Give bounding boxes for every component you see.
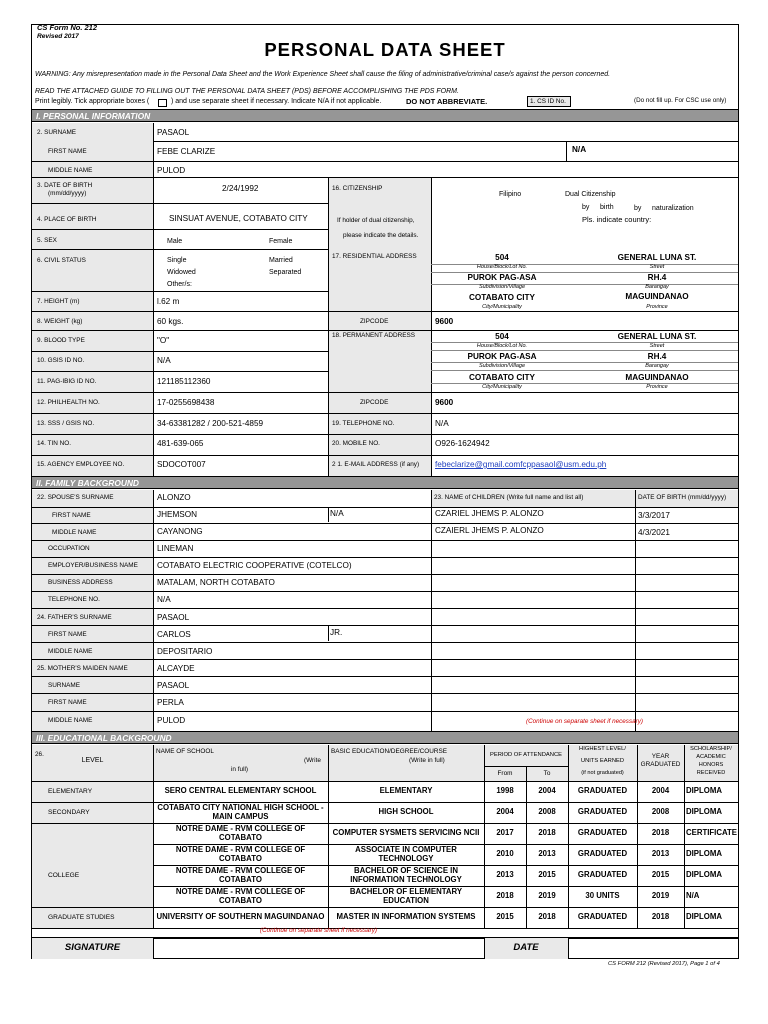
education-highest[interactable]: GRADUATED (577, 870, 628, 880)
header-school-b: (Write (304, 757, 321, 764)
caption-barangay: Barangay (645, 284, 669, 290)
education-course[interactable]: BACHELOR OF SCIENCE IN INFORMATION TECHNOLOGY (350, 866, 462, 884)
label-indicate-country: Pls. indicate country: (582, 215, 652, 224)
grid-line (328, 507, 329, 522)
header-school-c: in full) (231, 766, 249, 773)
grid-line (32, 540, 738, 541)
label-father-first-name: FIRST NAME (48, 631, 87, 638)
value-spouse-middle-name[interactable]: CAYANONG (157, 527, 203, 536)
grid-line (566, 141, 567, 161)
option-by-birth[interactable]: birth (600, 204, 614, 211)
label-first-name: FIRST NAME (48, 148, 87, 155)
header-highest-c: (if not graduated) (581, 770, 624, 776)
header-honors-b: ACADEMIC (696, 754, 726, 760)
label-residential-address: 17. RESIDENTIAL ADDRESS (332, 253, 417, 260)
education-honors[interactable]: DIPLOMA (686, 807, 722, 817)
label-res-zipcode: ZIPCODE (360, 318, 389, 325)
education-year[interactable]: 2015 (651, 870, 670, 880)
education-to[interactable]: 2004 (538, 786, 556, 796)
education-to[interactable]: 2015 (538, 870, 556, 880)
label-occupation: OCCUPATION (48, 545, 90, 552)
grid-line (32, 249, 328, 250)
value-perm-street[interactable]: GENERAL LUNA ST. (617, 332, 697, 341)
label-child-dob: DATE OF BIRTH (mm/dd/yyyy) (638, 494, 727, 501)
education-honors[interactable]: DIPLOMA (686, 912, 722, 922)
value-mother-first-name[interactable]: PERLA (157, 698, 184, 707)
print-instruction-a: Print legibly. Tick appropriate boxes ( (35, 98, 150, 105)
education-level: ELEMENTARY (48, 788, 93, 795)
option-married[interactable]: Married (269, 257, 293, 264)
education-level: GRADUATE STUDIES (48, 914, 115, 921)
grid-line (32, 523, 738, 524)
label-philhealth: 12. PHILHEALTH NO. (37, 399, 100, 406)
education-from[interactable]: 1998 (496, 786, 514, 796)
grid-line (328, 745, 329, 928)
education-year[interactable]: 2013 (651, 849, 670, 859)
label-spouse-first-name: FIRST NAME (52, 512, 91, 519)
section-educational-background: III. EDUCATIONAL BACKGROUND (32, 731, 738, 744)
label-dob: 3. DATE OF BIRTH (37, 182, 93, 189)
label-employer: EMPLOYER/BUSINESS NAME (48, 562, 138, 569)
education-course[interactable]: HIGH SCHOOL (378, 807, 434, 817)
label-dual-note-1: If holder of dual citizenship, (337, 217, 415, 224)
education-to[interactable]: 2018 (538, 912, 556, 922)
value-res-city[interactable]: COTABATO CITY (469, 293, 535, 302)
value-agency-no[interactable]: SDOCOT007 (157, 460, 206, 469)
education-to[interactable]: 2018 (538, 828, 556, 838)
header-period: PERIOD OF ATTENDANCE (489, 752, 563, 758)
grid-line (32, 330, 738, 331)
grid-line (32, 574, 738, 575)
value-height[interactable]: l.62 m (157, 297, 180, 306)
print-instruction-b: ) and use separate sheet if necessary. Indicate N/A if not applicable. (171, 98, 382, 105)
education-highest[interactable]: GRADUATED (577, 912, 628, 922)
education-school[interactable]: UNIVERSITY OF SOUTHERN MAGUINDANAO (156, 912, 325, 922)
label-father-surname: 24. FATHER'S SURNAME (37, 614, 112, 621)
grid-line (328, 177, 329, 476)
label-height: 7. HEIGHT (m) (37, 298, 80, 305)
grid-line (637, 745, 638, 928)
header-to: To (543, 770, 551, 777)
value-email[interactable]: febeclarize@gmail.comfcppasaol@usm.edu.ph (435, 460, 607, 469)
education-from[interactable]: 2015 (496, 912, 514, 922)
option-separated[interactable]: Separated (269, 269, 302, 276)
option-single[interactable]: Single (167, 257, 187, 264)
page-footer: CS FORM 212 (Revised 2017), Page 1 of 4 (608, 961, 720, 967)
label-gsis: 10. GSIS ID NO. (37, 357, 85, 364)
education-to[interactable]: 2019 (538, 891, 556, 901)
grid-line (32, 608, 738, 609)
page-title: PERSONAL DATA SHEET (264, 39, 506, 60)
guide-text: READ THE ATTACHED GUIDE TO FILLING OUT THE PERSONAL DATA SHEET (PDS) BEFORE ACCOMPLISHING THE PDS FORM. (35, 88, 459, 95)
grid-line (32, 711, 738, 712)
option-dual-citizenship[interactable]: Dual Citizenship (565, 191, 616, 198)
cs-id-note: (Do not fill up. For CSC use only) (634, 97, 727, 104)
label-mother-middle-name: MIDDLE NAME (48, 717, 93, 724)
caption-province: Province (646, 304, 668, 310)
option-by-naturalization[interactable]: naturalization (652, 205, 694, 212)
family-label-column (32, 490, 153, 732)
education-from[interactable]: 2004 (496, 807, 514, 817)
caption-city: City/Municipality (482, 304, 522, 310)
label-business-address: BUSINESS ADDRESS (48, 579, 113, 586)
value-sss[interactable]: 34-63381282 / 200-521-4859 (157, 419, 264, 428)
education-school[interactable]: SERO CENTRAL ELEMENTARY SCHOOL (164, 786, 317, 796)
grid-line (32, 351, 328, 352)
caption-barangay: Barangay (645, 363, 669, 369)
education-honors[interactable]: N/A (686, 891, 700, 901)
education-course[interactable]: MASTER IN INFORMATION SYSTEMS (336, 912, 476, 922)
label-father-middle-name: MIDDLE NAME (48, 648, 93, 655)
value-spouse-telephone[interactable]: N/A (157, 595, 171, 604)
value-weight[interactable]: 60 kgs. (157, 317, 184, 326)
option-male[interactable]: Male (167, 238, 183, 245)
grid-line (431, 350, 738, 351)
grid-line (431, 490, 432, 732)
education-school[interactable]: COTABATO CITY NATIONAL HIGH SCHOOL - MAIN CAMPUS (157, 803, 324, 821)
label-mother-maiden-name: 25. MOTHER'S MAIDEN NAME (37, 665, 128, 672)
grid-line (32, 693, 738, 694)
education-to[interactable]: 2008 (538, 807, 556, 817)
education-continue-note: (Continue on separate sheet if necessary) (260, 927, 377, 934)
value-res-house[interactable]: 504 (495, 253, 509, 262)
education-course[interactable]: BACHELOR OF ELEMENTARY EDUCATION (349, 887, 463, 905)
grid-line (32, 625, 738, 626)
education-from[interactable]: 2018 (496, 891, 514, 901)
label-sss: 13. SSS / GSIS NO. (37, 420, 95, 427)
education-to[interactable]: 2013 (538, 849, 556, 859)
grid-line (32, 676, 738, 677)
value-res-street[interactable]: GENERAL LUNA ST. (617, 253, 697, 262)
label-permanent-address: 18. PERMANENT ADDRESS (332, 332, 415, 339)
label-citizenship: 16. CITIZENSHIP (332, 185, 383, 192)
no-abbreviate: DO NOT ABBREVIATE. (406, 97, 488, 106)
caption-subdivision: Subdivision/Village (478, 363, 526, 369)
option-female[interactable]: Female (269, 238, 293, 245)
value-res-barangay[interactable]: RH.4 (647, 273, 667, 282)
value-pob[interactable]: SINSUAT AVENUE, COTABATO CITY (169, 214, 308, 223)
tick-box-sample (158, 99, 167, 107)
value-occupation[interactable]: LINEMAN (157, 544, 194, 553)
grid-line (32, 642, 738, 643)
grid-line (32, 311, 738, 312)
education-highest[interactable]: GRADUATED (577, 849, 628, 859)
header-from: From (497, 770, 513, 777)
grid-line (153, 490, 154, 732)
value-spouse-first-name[interactable]: JHEMSON (157, 510, 198, 519)
label-children: 23. NAME of CHILDREN (Write full name and list all) (434, 494, 584, 501)
value-blood-type[interactable]: "O" (157, 336, 170, 345)
education-level: SECONDARY (48, 809, 90, 816)
signature-field[interactable] (155, 939, 482, 958)
grid-line (153, 123, 154, 476)
education-course[interactable]: COMPUTER SYSMETS SERVICING NCII (332, 828, 480, 838)
header-honors-c: HONORS (698, 762, 724, 768)
caption-city: City/Municipality (482, 384, 522, 390)
grid-line (32, 177, 738, 178)
option-others[interactable]: Other/s: (167, 281, 192, 288)
form-revision: Revised 2017 (37, 33, 79, 40)
label-spouse-middle-name: MIDDLE NAME (52, 529, 97, 536)
label-dual-note-2: please indicate the details. (343, 232, 419, 239)
value-perm-house[interactable]: 504 (495, 332, 509, 341)
header-honors-a: SCHOLARSHIP/ (690, 746, 732, 752)
education-honors[interactable]: CERTIFICATE (686, 828, 737, 838)
education-year[interactable]: 2018 (651, 828, 670, 838)
children-continue-note: (Continue on separate sheet if necessary) (526, 718, 643, 725)
label-date: DATE (513, 942, 539, 953)
label-signature: SIGNATURE (64, 942, 121, 953)
grid-line (431, 177, 432, 476)
grid-line (32, 659, 738, 660)
education-highest[interactable]: GRADUATED (577, 828, 628, 838)
child-dob-1[interactable]: 3/3/2017 (638, 511, 670, 520)
education-school[interactable]: NOTRE DAME - RVM COLLEGE OF COTABATO (175, 887, 306, 905)
label-middle-name: MIDDLE NAME (48, 167, 93, 174)
option-widowed[interactable]: Widowed (167, 269, 196, 276)
education-school[interactable]: NOTRE DAME - RVM COLLEGE OF COTABATO (175, 824, 306, 842)
education-school[interactable]: NOTRE DAME - RVM COLLEGE OF COTABATO (175, 866, 306, 884)
value-surname[interactable]: PASAOL (157, 128, 190, 137)
caption-house: House/Block/Lot No. (476, 264, 528, 270)
value-perm-zipcode[interactable]: 9600 (435, 398, 454, 407)
grid-line (32, 371, 328, 372)
education-highest[interactable]: GRADUATED (577, 807, 628, 817)
value-dob[interactable]: 2/24/1992 (222, 184, 259, 193)
value-tin[interactable]: 481-639-065 (157, 439, 204, 448)
header-year-a: YEAR (651, 753, 670, 760)
label-blood-type: 9. BLOOD TYPE (37, 337, 85, 344)
child-dob-2[interactable]: 4/3/2021 (638, 528, 670, 537)
label-dob-format: (mm/dd/yyyy) (48, 190, 87, 197)
grid-line (32, 557, 738, 558)
label-civil-status: 6. CIVIL STATUS (37, 257, 86, 264)
grid-line (32, 291, 328, 292)
header-course-a: BASIC EDUCATION/DEGREE/COURSE (331, 748, 447, 755)
label-surname: 2. SURNAME (37, 129, 77, 136)
education-honors[interactable]: DIPLOMA (686, 870, 722, 880)
grid-line (32, 455, 738, 456)
value-name-extension[interactable]: N/A (572, 145, 587, 154)
education-year[interactable]: 2019 (651, 891, 670, 901)
education-honors[interactable]: DIPLOMA (686, 849, 722, 859)
education-from[interactable]: 2017 (496, 828, 514, 838)
grid-line (32, 507, 738, 508)
grid-line (431, 370, 738, 371)
option-by-nat-prefix: by (634, 205, 642, 212)
value-first-name[interactable]: FEBE CLARIZE (157, 147, 216, 156)
section-family-background: II. FAMILY BACKGROUND (32, 476, 738, 489)
label-item-26: 26. (35, 751, 44, 758)
form-number: CS Form No. 212 (37, 23, 98, 32)
value-gsis[interactable]: N/A (157, 356, 171, 365)
caption-subdivision: Subdivision/Village (478, 284, 526, 290)
value-mobile[interactable]: O926-1624942 (435, 439, 490, 448)
value-perm-city[interactable]: COTABATO CITY (469, 373, 535, 382)
value-pagibig[interactable]: 121185112360 (157, 377, 211, 386)
section-personal-information: I. PERSONAL INFORMATION (32, 109, 738, 122)
child-name-2[interactable]: CZAIERL JHEMS P. ALONZO (435, 526, 544, 535)
label-mother-first-name: FIRST NAME (48, 699, 87, 706)
label-sex: 5. SEX (37, 237, 57, 244)
value-perm-subdivision[interactable]: PUROK PAG-ASA (467, 352, 537, 361)
value-employer[interactable]: COTABATO ELECTRIC COOPERATIVE (COTELCO) (157, 561, 352, 570)
education-from[interactable]: 2010 (496, 849, 514, 859)
label-spouse-surname: 22. SPOUSE'S SURNAME (37, 494, 114, 501)
grid-line (484, 766, 568, 767)
grid-line (526, 766, 527, 928)
label-telephone: 19. TELEPHONE NO. (332, 420, 395, 427)
value-father-name-ext[interactable]: JR. (330, 628, 343, 637)
label-tin: 14. TIN NO. (37, 440, 71, 447)
education-highest[interactable]: GRADUATED (577, 786, 628, 796)
value-res-zipcode[interactable]: 9600 (435, 317, 454, 326)
grid-line (32, 392, 738, 393)
value-mother-maiden-name[interactable]: ALCAYDE (157, 664, 195, 673)
value-telephone[interactable]: N/A (435, 419, 449, 428)
grid-line (32, 591, 738, 592)
education-school[interactable]: NOTRE DAME - RVM COLLEGE OF COTABATO (175, 845, 306, 863)
grid-line (153, 745, 154, 928)
label-perm-zipcode: ZIPCODE (360, 399, 389, 406)
label-mobile: 20. MOBILE NO. (332, 440, 380, 447)
warning-text: WARNING: Any misrepresentation made in the Personal Data Sheet and the Work Experience Sheet shall cause the filing of administrative/criminal case/s against the person concerned. (35, 71, 611, 78)
label-pob: 4. PLACE OF BIRTH (37, 216, 97, 223)
value-mother-middle-name[interactable]: PULOD (157, 716, 186, 725)
grid-line (153, 141, 738, 142)
education-level-column (32, 781, 153, 928)
value-philhealth[interactable]: 17-0255698438 (157, 398, 215, 407)
header-honors-d: RECEIVED (696, 770, 726, 776)
label-pagibig: 11. PAG-IBIG ID NO. (37, 378, 97, 385)
value-res-subdivision[interactable]: PUROK PAG-ASA (467, 273, 537, 282)
education-honors[interactable]: DIPLOMA (686, 786, 722, 796)
caption-house: House/Block/Lot No. (476, 343, 528, 349)
caption-province: Province (646, 384, 668, 390)
grid-line (568, 938, 569, 959)
caption-street: Street (649, 264, 665, 270)
header-year-b: GRADUATED (640, 761, 681, 768)
option-filipino[interactable]: Filipino (499, 191, 522, 198)
option-by-birth-prefix: by (582, 204, 590, 211)
label-email: 2 1. E-MAIL ADDRESS (if any) (332, 461, 420, 468)
education-from[interactable]: 2013 (496, 870, 514, 880)
value-mother-surname[interactable]: PASAOL (157, 681, 190, 690)
grid-line (32, 203, 328, 204)
label-weight: 8. WEIGHT (kg) (37, 318, 83, 325)
education-year[interactable]: 2008 (651, 807, 670, 817)
label-mother-surname: SURNAME (48, 682, 80, 689)
grid-line (32, 413, 738, 414)
education-course[interactable]: ASSOCIATE IN COMPUTER TECHNOLOGY (355, 845, 457, 863)
label-agency-no: 15. AGENCY EMPLOYEE NO. (37, 461, 125, 468)
value-father-middle-name[interactable]: DEPOSITARIO (157, 647, 213, 656)
education-highest[interactable]: 30 UNITS (585, 891, 620, 901)
value-perm-province[interactable]: MAGUINDANAO (625, 373, 689, 382)
grid-line (32, 229, 328, 230)
value-business-address[interactable]: MATALAM, NORTH COTABATO (157, 578, 275, 587)
value-perm-barangay[interactable]: RH.4 (647, 352, 667, 361)
header-course-b: (Write in full) (409, 757, 445, 764)
grid-line (153, 938, 154, 959)
header-school-a: NAME OF SCHOOL (156, 748, 214, 755)
education-level: COLLEGE (48, 872, 80, 879)
value-spouse-name-ext[interactable]: N/A (330, 509, 344, 518)
header-level: LEVEL (81, 757, 104, 764)
education-year[interactable]: 2004 (651, 786, 670, 796)
grid-line (32, 434, 738, 435)
value-spouse-surname[interactable]: ALONZO (157, 493, 191, 502)
value-middle-name[interactable]: PULOD (157, 166, 186, 175)
label-telephone-no: TELEPHONE NO. (48, 596, 100, 603)
caption-street: Street (649, 343, 665, 349)
header-highest-b: UNITS EARNED (580, 758, 625, 764)
education-course[interactable]: ELEMENTARY (379, 786, 433, 796)
date-field[interactable] (570, 939, 736, 958)
value-res-province[interactable]: MAGUINDANAO (625, 292, 689, 301)
header-highest-a: HIGHEST LEVEL/ (579, 746, 626, 752)
value-father-first-name[interactable]: CARLOS (157, 630, 191, 639)
grid-line (328, 625, 329, 641)
pds-form (31, 24, 739, 959)
grid-line (635, 490, 636, 732)
value-father-surname[interactable]: PASAOL (157, 613, 190, 622)
education-year[interactable]: 2018 (651, 912, 670, 922)
cs-id-label: 1. CS ID No. (530, 98, 566, 105)
grid-line (32, 161, 738, 162)
child-name-1[interactable]: CZARIEL JHEMS P. ALONZO (435, 509, 544, 518)
